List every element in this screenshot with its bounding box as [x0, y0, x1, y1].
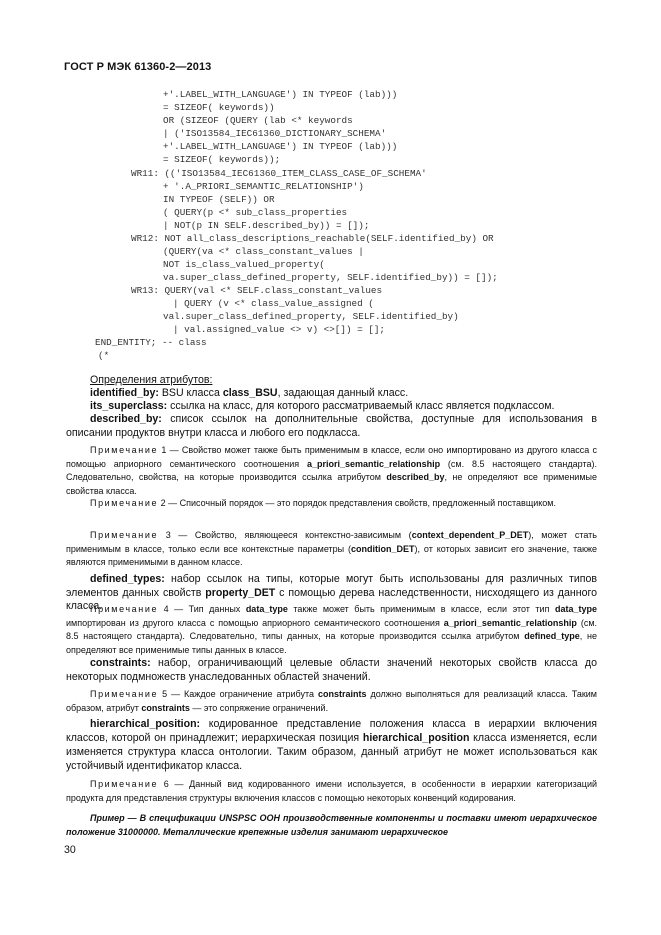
note-2: Примечание 2 — Списочный порядок — это порядок представления свойств, предложенный поставщиком. [90, 498, 556, 508]
code-line: | QUERY (v <* class_value_assigned ( [173, 298, 374, 309]
code-line: = SIZEOF( keywords)); [163, 154, 281, 165]
code-line: = SIZEOF( keywords)) [163, 102, 275, 113]
note-1: Примечание 1 — Свойство может также быть применимым в классе, если оно импортировано из другого класса с помощью априорного семантического соотношения a_priori_semantic_relationship (см. 8.5 настоящего стандарта). Следовательно, свойства, на которые производится ссылка атрибутом described_by, не определяют все применимые свойства класса. [66, 445, 597, 496]
def-defined-types: defined_types: набор ссылок на типы, которые могут быть использованы для различных типов элементов данных свойств property_DET с помощью дерева наследственности, нисходящего из данного класса. [66, 573, 597, 613]
code-line: END_ENTITY; -- class [95, 337, 207, 348]
example-text: Пример — В спецификации UNSPSC ООН производственные компоненты и поставки имеют иерархическое положение 31000000. Металлические крепежные изделия занимают иерархическое [66, 813, 597, 837]
code-line: | val.assigned_value <> v) <>[]) = []; [173, 324, 386, 335]
note-5: Примечание 5 — Каждое ограничение атрибута constraints должно выполняться для реализаций класса. Таким образом, атрибут constraints — это сопряжение ограничений. [66, 689, 597, 713]
code-line: (* [98, 350, 110, 361]
code-line: NOT is_class_valued_property( [163, 259, 325, 270]
code-line: WR12: NOT all_class_descriptions_reachable(SELF.identified_by) OR [131, 233, 494, 244]
note-6: Примечание 6 — Данный вид кодированного имени используется, в особенности в иерархии категоризаций продукта для представления структуры включения классов с помощью некоторых конвенций кодирования. [66, 779, 597, 803]
note-4: Примечание 4 — Тип данных data_type также может быть применимым в классе, если этот тип data_type импортирован из другого класса с помощью априорного семантического соотношения a_priori_semantic_relationship (см. 8.5 настоящего стандарта). Следовательно, типы данных, на которые производится ссылка атрибутом defined_type, не определяют все применимые типы данных в классе. [66, 604, 598, 655]
def-hierarchical-position: hierarchical_position: кодированное представление положения класса в иерархии включения классов, которой он принадлежит; иерархическая позиция hierarchical_position класса изменяется, если изменяется структура класса онтологии. Таким образом, данный атрибут не может использоваться как устойчивый идентификатор класса. [66, 718, 598, 772]
code-line: | ('ISO13584_IEC61360_DICTIONARY_SCHEMA' [163, 128, 387, 139]
def-constraints: constraints: набор, ограничивающий целевые области значений некоторых свойств класса до некоторых подмножеств унаследованных областей значений. [66, 657, 597, 683]
standard-header: ГОСТ Р МЭК 61360-2—2013 [64, 61, 212, 73]
code-line: WR13: QUERY(val <* SELF.class_constant_values [131, 285, 383, 296]
page-number: 30 [64, 844, 76, 856]
code-line: (QUERY(va <* class_constant_values | [163, 246, 364, 257]
def-identified-by: identified_by: BSU класса class_BSU, задающая данный класс. [90, 387, 409, 399]
code-line: +'.LABEL_WITH_LANGUAGE') IN TYPEOF (lab))) [163, 89, 398, 100]
code-line: + '.A_PRIORI_SEMANTIC_RELATIONSHIP') [163, 181, 364, 192]
code-line: IN TYPEOF (SELF)) OR [163, 194, 275, 205]
code-line: | NOT(p IN SELF.described_by)) = []); [163, 220, 370, 231]
code-line: +'.LABEL_WITH_LANGUAGE') IN TYPEOF (lab))) [163, 141, 398, 152]
code-line: ( QUERY(p <* sub_class_properties [163, 207, 348, 218]
code-line: va.super_class_defined_property, SELF.identified_by)) = []); [163, 272, 498, 283]
code-line: WR11: (('ISO13584_IEC61360_ITEM_CLASS_CASE_OF_SCHEMA' [131, 168, 427, 179]
def-described-by: described_by: список ссылок на дополнительные свойства, доступные для использования в описании продуктов внутри класса и любого его подкласса. [66, 413, 597, 439]
def-its-superclass: its_superclass: ссылка на класс, для которого рассматриваемый класс является подклассом. [90, 400, 555, 412]
definitions-title: Определения атрибутов: [90, 374, 213, 386]
code-line: OR (SIZEOF (QUERY (lab <* keywords [163, 115, 353, 126]
note-3: Примечание 3 — Свойство, являющееся контекстно-зависимым (context_dependent_P_DET), может стать применимым в классе, только если все контекстные параметры (condition_DET), от которых зависит его значение, также являются применимыми в данном классе. [66, 530, 597, 567]
code-line: val.super_class_defined_property, SELF.identified_by) [163, 311, 459, 322]
